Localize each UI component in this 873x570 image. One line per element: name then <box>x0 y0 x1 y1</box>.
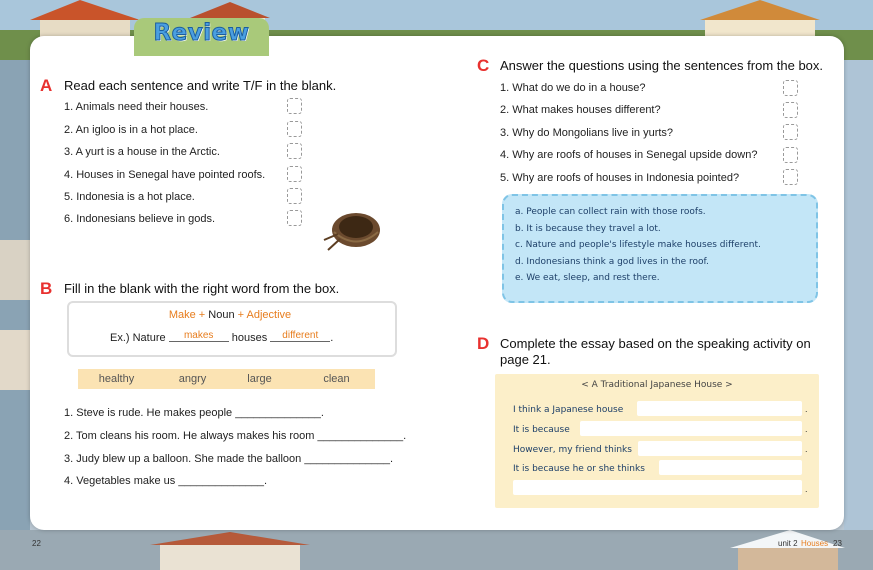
example-answer-different: different <box>270 330 330 342</box>
formula-plus-2: + <box>234 309 247 321</box>
example-middle: houses <box>228 332 271 344</box>
page-number-right: 23 <box>833 539 842 548</box>
essay-blank-3[interactable] <box>638 441 802 456</box>
example-sentence <box>110 332 333 345</box>
essay-period-2: . <box>805 424 808 434</box>
question-c3: 3. Why do Mongolians live in yurts? <box>500 127 674 139</box>
question-b1: 1. Steve is rude. He makes people ______________. <box>64 407 324 419</box>
essay-period-1: . <box>805 404 808 414</box>
question-c2: 2. What makes houses different? <box>500 104 661 116</box>
section-a-instruction: Read each sentence and write T/F in the blank. <box>64 78 337 93</box>
tf-answer-box-3[interactable] <box>287 143 302 159</box>
essay-line-3-label: However, my friend thinks <box>513 445 632 455</box>
answer-box-c3[interactable] <box>783 124 798 140</box>
tf-answer-box-5[interactable] <box>287 188 302 204</box>
example-prefix: Ex.) Nature <box>110 332 169 344</box>
question-a1: 1. Animals need their houses. <box>64 101 209 113</box>
page-title: Review <box>153 20 250 46</box>
option-a: a. People can collect rain with those roofs. <box>515 207 706 217</box>
essay-blank-5[interactable] <box>513 480 802 495</box>
section-d-instruction-line2: page 21. <box>500 352 551 367</box>
section-b-letter: B <box>40 279 53 298</box>
option-e: e. We eat, sleep, and rest there. <box>515 273 660 283</box>
essay-title: < A Traditional Japanese House > <box>581 380 733 390</box>
essay-line-2-label: It is because <box>513 425 570 435</box>
essay-blank-1[interactable] <box>637 401 802 416</box>
section-d-instruction-line1: Complete the essay based on the speaking activity on <box>500 336 811 351</box>
formula-noun: Noun <box>208 309 235 321</box>
section-c-letter: C <box>477 56 490 75</box>
tf-answer-box-2[interactable] <box>287 121 302 137</box>
word-chip-healthy: healthy <box>78 369 155 389</box>
word-chip-angry: angry <box>154 369 231 389</box>
question-b2: 2. Tom cleans his room. He always makes his room ______________. <box>64 430 407 442</box>
question-c1: 1. What do we do in a house? <box>500 82 646 94</box>
example-suffix: . <box>330 332 334 344</box>
example-answer-makes: makes <box>169 330 229 342</box>
unit-label: unit 2 <box>778 539 798 548</box>
unit-name: Houses <box>801 539 829 548</box>
page-number-left: 22 <box>32 539 41 548</box>
question-c5: 5. Why are roofs of houses in Indonesia pointed? <box>500 172 740 184</box>
option-c: c. Nature and people's lifestyle make houses different. <box>515 240 761 250</box>
question-b4: 4. Vegetables make us ______________. <box>64 475 268 487</box>
section-c-instruction: Answer the questions using the sentences from the box. <box>500 58 824 73</box>
answer-box-c2[interactable] <box>783 102 798 118</box>
bird-nest-image <box>322 206 386 254</box>
essay-line-1-label: I think a Japanese house <box>513 405 624 415</box>
essay-blank-4[interactable] <box>659 460 802 475</box>
section-d-letter: D <box>477 334 490 353</box>
tf-answer-box-1[interactable] <box>287 98 302 114</box>
essay-period-5: . <box>805 484 808 494</box>
answer-box-c5[interactable] <box>783 169 798 185</box>
word-chip-clean: clean <box>298 369 375 389</box>
word-chip-large: large <box>221 369 298 389</box>
question-a3: 3. A yurt is a house in the Arctic. <box>64 146 220 158</box>
answer-box-c1[interactable] <box>783 80 798 96</box>
tf-answer-box-4[interactable] <box>287 166 302 182</box>
option-b: b. It is because they travel a lot. <box>515 224 661 234</box>
section-b-instruction: Fill in the blank with the right word from the box. <box>64 281 340 296</box>
question-b3: 3. Judy blew up a balloon. She made the balloon ______________. <box>64 453 394 465</box>
essay-blank-2[interactable] <box>580 421 802 436</box>
formula-make: Make <box>168 309 196 321</box>
section-a-letter: A <box>40 76 53 95</box>
tf-answer-box-6[interactable] <box>287 210 302 226</box>
question-a6: 6. Indonesians believe in gods. <box>64 213 216 225</box>
question-a2: 2. An igloo is in a hot place. <box>64 124 198 136</box>
question-c4: 4. Why are roofs of houses in Senegal upside down? <box>500 149 758 161</box>
answer-box-c4[interactable] <box>783 147 798 163</box>
question-a4: 4. Houses in Senegal have pointed roofs. <box>64 169 266 181</box>
essay-line-4-label: It is because he or she thinks <box>513 464 645 474</box>
question-a5: 5. Indonesia is a hot place. <box>64 191 195 203</box>
formula-adjective: Adjective <box>246 309 292 321</box>
grammar-formula <box>67 309 393 321</box>
formula-plus-1: + <box>195 309 209 321</box>
option-d: d. Indonesians think a god lives in the roof. <box>515 257 709 267</box>
essay-period-3: . <box>805 444 808 454</box>
